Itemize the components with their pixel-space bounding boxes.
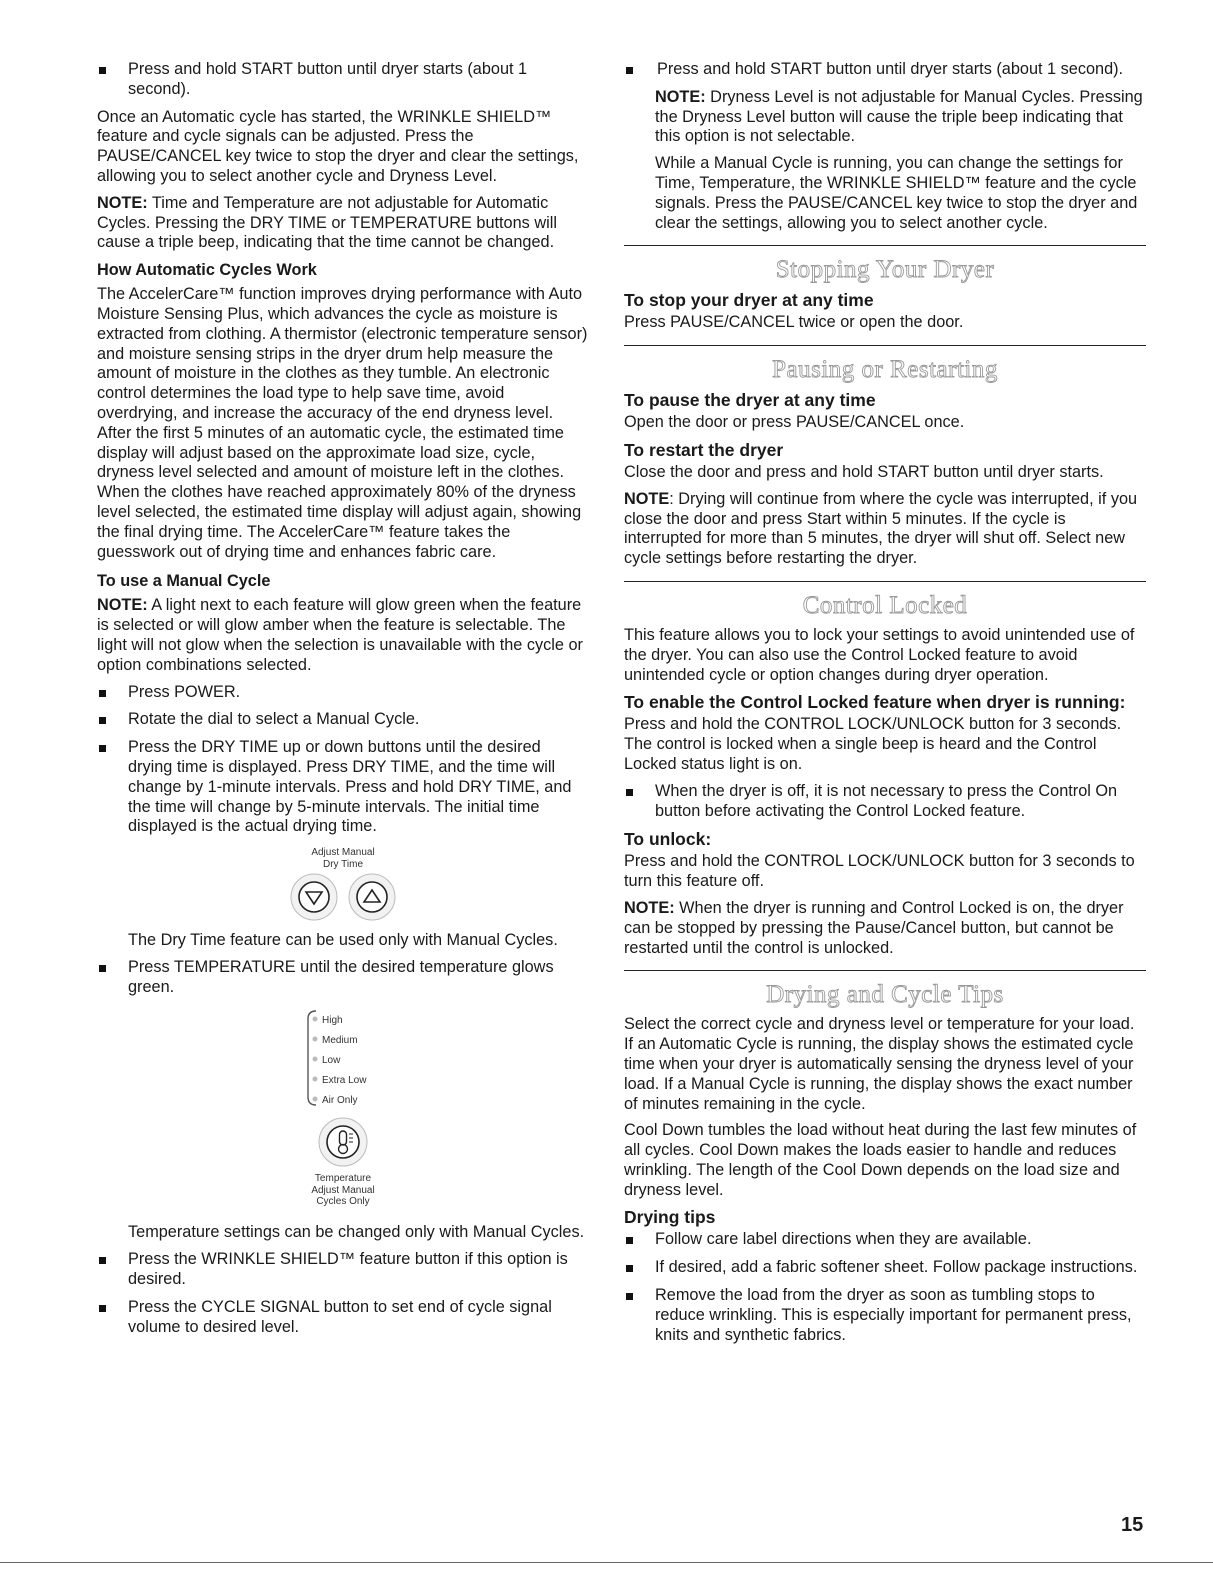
- paragraph-cooldown: Cool Down tumbles the load without heat during the last few minutes of all cycles. Cool Down makes the loads easier to handle and reduces wrinkling. The length of the Cool Down depends on the load size and dryness level.: [624, 1121, 1137, 1199]
- dry-time-up-icon: [349, 874, 395, 920]
- right-column: [624, 60, 1146, 1353]
- bullet-square-icon: [626, 67, 633, 74]
- temperature-label: Temperature: [314, 1173, 372, 1185]
- footer-rule: [0, 1562, 1213, 1563]
- section-title-stopping: Stopping Your Dryer: [775, 256, 995, 284]
- paragraph-stop: Press PAUSE/CANCEL twice or open the door.: [624, 313, 964, 332]
- note-unlock: NOTE: When the dryer is running and Control Locked is on, the dryer can be stopped by pressing the Pause/Cancel button, but cannot be restarted until the control is unlocked.: [624, 898, 1124, 957]
- left-column: [97, 60, 589, 1345]
- section-title-control-locked: Control Locked: [802, 591, 968, 619]
- paragraph-auto-started: Once an Automatic cycle has started, the WRINKLE SHIELD™ feature and cycle signals can be adjusted. Press the PAUSE/CANCEL key twice to stop the dryer and clear the settings, allowing you to select another cycle and Dryness Level.: [97, 107, 579, 185]
- divider: [624, 970, 1146, 971]
- note-light: NOTE: A light next to each feature will glow green when the feature is selected or will glow amber when the feature is selectable. The light will not glow when the selection is unavailable with the cycle or option combinations selected.: [97, 596, 583, 674]
- dry-time-buttons-figure: [263, 845, 423, 923]
- bullet-square-icon: [99, 1305, 106, 1312]
- bullet-rotate: Rotate the dial to select a Manual Cycle.: [97, 710, 589, 730]
- heading-pause: To pause the dryer at any time: [624, 390, 876, 411]
- bullet-dryer-off: When the dryer is off, it is not necessary to press the Control On button before activating the Control Locked feature.: [624, 782, 1146, 822]
- bullet-power: Press POWER.: [97, 683, 589, 703]
- divider: [624, 581, 1146, 582]
- temperature-option-list: [313, 1015, 368, 1106]
- temperature-label-adjust: Adjust Manual: [311, 1185, 375, 1197]
- paragraph-enable: Press and hold the CONTROL LOCK/UNLOCK button for 3 seconds. The control is locked when a single beep is heard and the Control Locked status light is on.: [624, 715, 1122, 773]
- bullet-drytime: Press the DRY TIME up or down buttons until the desired drying time is displayed. Press DRY TIME, and the time will change by 1-minute intervals. Press and hold DRY TIME, and the time will change by 5-minute intervals. The initial time displayed is the actual drying time.: [97, 738, 589, 837]
- paragraph-temp-manual: Temperature settings can be changed only with Manual Cycles.: [128, 1223, 585, 1242]
- bullet-square-icon: [99, 717, 106, 724]
- note-continue: NOTE: Drying will continue from where the cycle was interrupted, if you close the door and press Start within 5 minutes. If the cycle is interrupted for more than 5 minutes, the dryer will shut off. Select new cycle settings before restarting the dryer.: [624, 489, 1138, 568]
- bullet-wrinkle: Press the WRINKLE SHIELD™ feature button if this option is desired.: [97, 1250, 589, 1290]
- section-title-pausing: Pausing or Restarting: [772, 356, 998, 384]
- note-time-temperature: NOTE: Time and Temperature are not adjustable for Automatic Cycles. Pressing the DRY TIME or TEMPERATURE buttons will cause a triple beep, indicating that the time cannot be changed.: [97, 193, 557, 252]
- bullet-square-icon: [99, 1257, 106, 1264]
- bullet-square-icon: [626, 1293, 633, 1300]
- paragraph-unlock: Press and hold the CONTROL LOCK/UNLOCK button for 3 seconds to turn this feature off.: [624, 852, 1135, 891]
- note-dryness: NOTE: Dryness Level is not adjustable for Manual Cycles. Pressing the Dryness Level button will cause the triple beep indicating that this option is not selectable.: [655, 87, 1143, 146]
- bullet-square-icon: [99, 690, 106, 697]
- paragraph-control: This feature allows you to lock your settings to avoid unintended use of the dryer. You can also use the Control Locked feature to avoid unintended cycle or option changes during dryer operation.: [624, 625, 1135, 684]
- bullet-square-icon: [99, 67, 106, 74]
- bullet-square-icon: [626, 1265, 633, 1272]
- paragraph-manual-running: While a Manual Cycle is running, you can change the settings for Time, Temperature, the WRINKLE SHIELD™ feature and the cycle signals. Press the PAUSE/CANCEL key twice to stop the dryer and clear the settings, allowing you to select another cycle.: [655, 154, 1138, 232]
- dry-time-label-adjust: Adjust Manual: [311, 847, 375, 859]
- bullet-start-hold: Press and hold START button until dryer starts (about 1 second).: [97, 60, 589, 100]
- divider: [624, 345, 1146, 346]
- temperature-option-high: High: [322, 1015, 343, 1027]
- temperature-label-cycles: Cycles Only: [316, 1196, 370, 1208]
- bullet-signal: Press the CYCLE SIGNAL button to set end of cycle signal volume to desired level.: [97, 1298, 589, 1338]
- heading-stop: To stop your dryer at any time: [624, 290, 874, 311]
- dry-time-label-name: Dry Time: [323, 859, 363, 871]
- heading-restart: To restart the dryer: [624, 439, 784, 460]
- temperature-option-extra-low: Extra Low: [322, 1075, 367, 1087]
- page-number: 15: [1121, 1514, 1144, 1536]
- thermometer-button-icon: [319, 1118, 367, 1166]
- paragraph-pause: Open the door or press PAUSE/CANCEL once.: [624, 413, 965, 432]
- paragraph-drytime-manual: The Dry Time feature can be used only with Manual Cycles.: [128, 931, 558, 950]
- heading-enable-lock: To enable the Control Locked feature when dryer is running:: [624, 692, 1126, 713]
- bullet-care-label: Follow care label directions when they are available.: [624, 1230, 1146, 1250]
- temperature-panel-figure: [268, 1005, 418, 1215]
- bullet-square-icon: [99, 965, 106, 972]
- temperature-option-low: Low: [322, 1055, 341, 1067]
- paragraph-select: Select the correct cycle and dryness level or temperature for your load. If an Automatic Cycle is running, the display shows the estimated cycle time when your dryer is automatically sensing the dryness level of your load. If a Manual Cycle is running, the display shows the exact number of minutes remaining in the cycle.: [624, 1015, 1135, 1113]
- bullet-start-hold-right: Press and hold START button until dryer starts (about 1 second).: [624, 60, 1146, 80]
- bullet-remove-load: Remove the load from the dryer as soon as tumbling stops to reduce wrinkling. This is especially important for permanent press, knits and synthetic fabrics.: [624, 1286, 1146, 1345]
- bullet-softener: If desired, add a fabric softener sheet. Follow package instructions.: [624, 1258, 1146, 1278]
- section-title-tips: Drying and Cycle Tips: [766, 981, 1004, 1009]
- paragraph-restart: Close the door and press and hold START button until dryer starts.: [624, 462, 1104, 481]
- divider: [624, 245, 1146, 246]
- heading-unlock: To unlock:: [624, 829, 712, 850]
- heading-drying-tips: Drying tips: [624, 1207, 716, 1228]
- bullet-square-icon: [626, 789, 633, 796]
- bullet-square-icon: [99, 745, 106, 752]
- bullet-square-icon: [626, 1237, 633, 1244]
- heading-manual-cycle: To use a Manual Cycle: [97, 572, 271, 591]
- heading-how-automatic: How Automatic Cycles Work: [97, 261, 317, 280]
- bullet-temperature: Press TEMPERATURE until the desired temperature glows green.: [97, 958, 589, 998]
- paragraph-accelercare: The AccelerCare™ function improves drying performance with Auto Moisture Sensing Plus, which advances the cycle as moisture is extracted from clothing. A thermistor (electronic temperature sensor) and moisture sensing strips in the dryer drum help measure the amount of moisture in the clothes as they tumble. An electronic control determines the load type to help save time, avoid overdrying, and increase the accuracy of the end dryness level. After the first 5 minutes of an automatic cycle, the estimated time display will adjust based on the approximate load size, cycle, dryness level selected and amount of moisture left in the clothes. When the clothes have reached approximately 80% of the dryness level selected, the estimated time display will adjust again, showing the final drying time. The AccelerCare™ feature takes the guesswork out of drying time and enhances fabric care.: [97, 285, 588, 561]
- temperature-option-medium: Medium: [322, 1035, 358, 1047]
- temperature-option-air-only: Air Only: [322, 1095, 358, 1107]
- dry-time-down-icon: [291, 874, 337, 920]
